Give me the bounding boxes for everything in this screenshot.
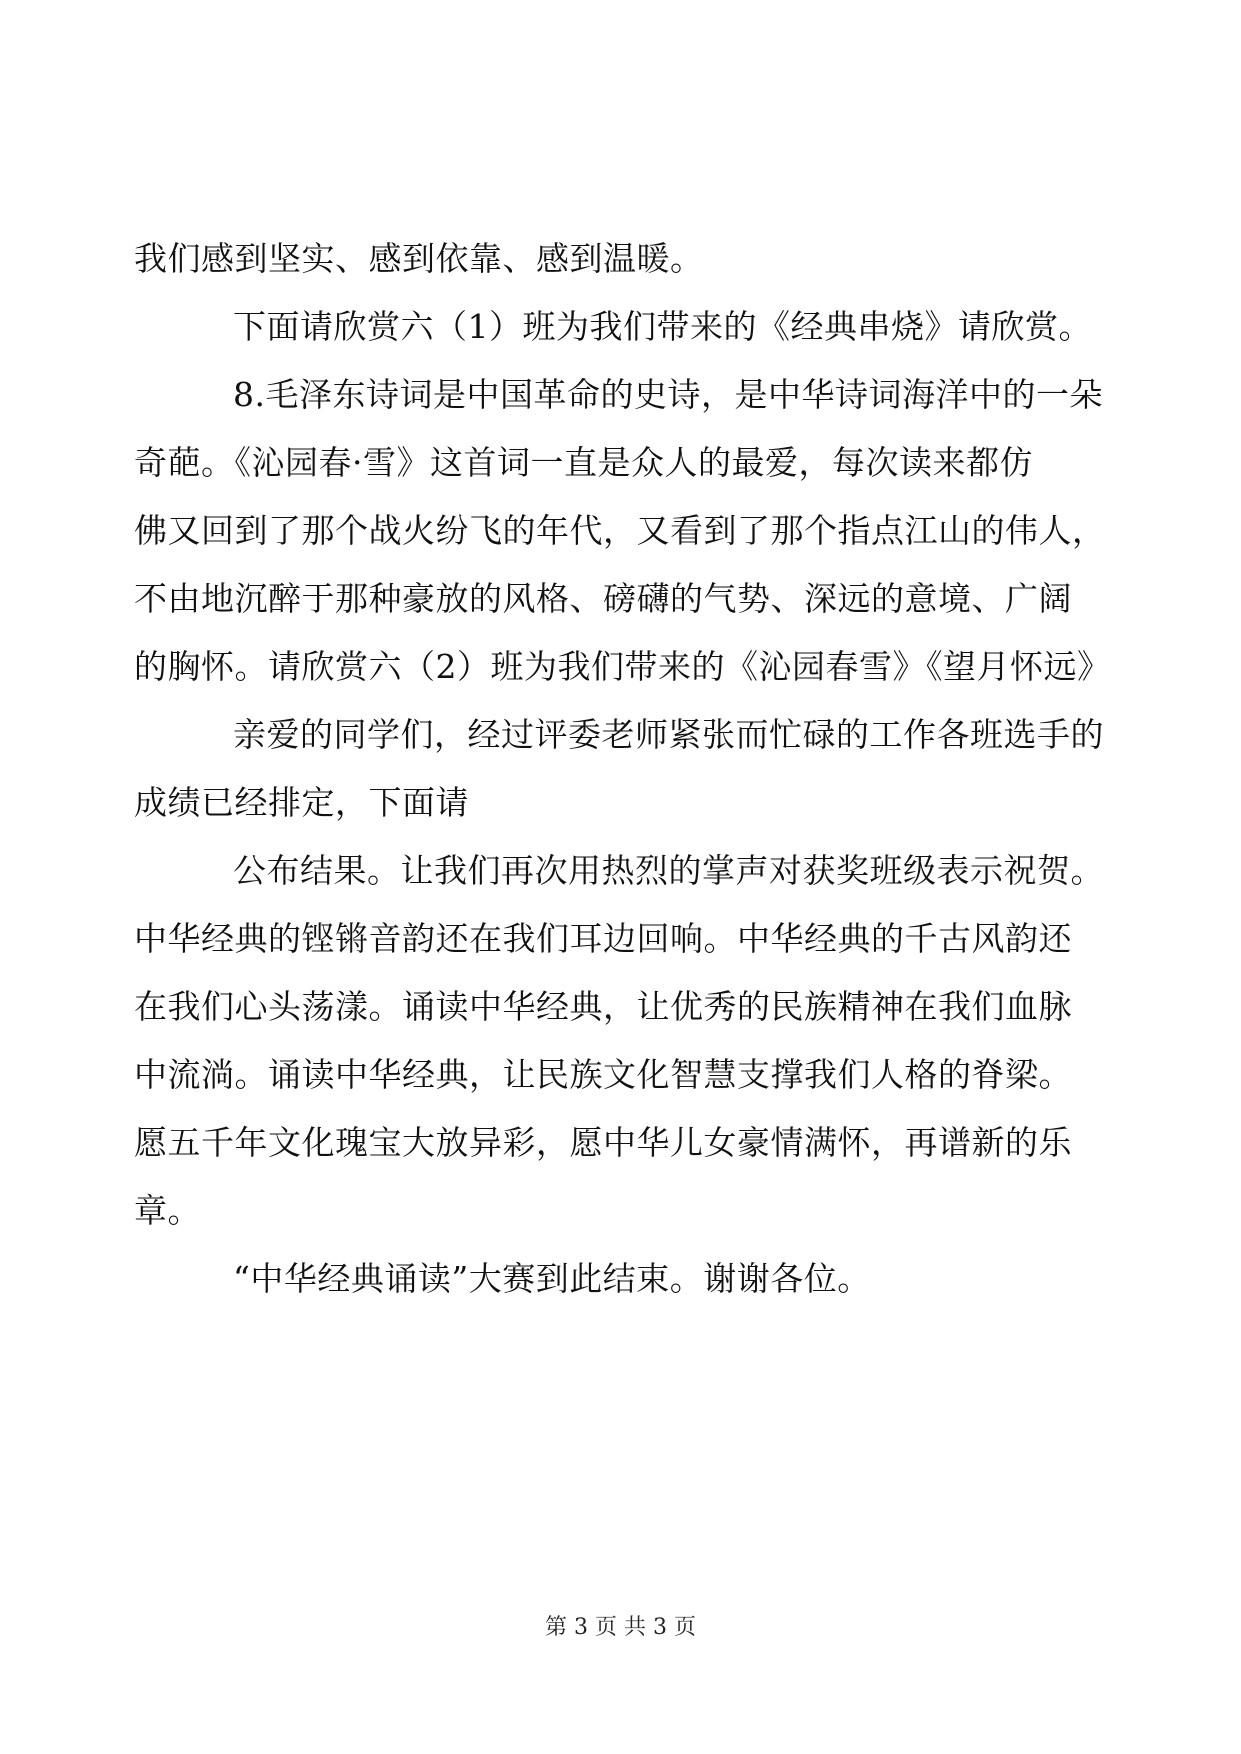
- text-line: 章。: [134, 1191, 201, 1230]
- text-line: 中流淌。诵读中华经典，让民族文化智慧支撑我们人格的脊梁。: [134, 1055, 1072, 1094]
- text-line: 奇葩。《沁园春·雪》这首词一直是众人的最爱，每次读来都仿: [134, 443, 1033, 482]
- text-line: 亲爱的同学们，经过评委老师紧张而忙碌的工作各班选手的: [233, 715, 1104, 754]
- text-line: 下面请欣赏六（1）班为我们带来的《经典串烧》请欣赏。: [233, 307, 1092, 346]
- text-line: “中华经典诵读”大赛到此结束。谢谢各位。: [233, 1259, 871, 1298]
- document-body: [134, 225, 1111, 1313]
- text-line: 中华经典的铿锵音韵还在我们耳边回响。中华经典的千古风韵还: [134, 919, 1072, 958]
- text-line: 我们感到坚实、感到依靠、感到温暖。: [134, 239, 704, 278]
- text-line: 8.毛泽东诗词是中国革命的史诗，是中华诗词海洋中的一朵: [233, 375, 1103, 414]
- text-line: 成绩已经排定，下面请: [134, 783, 469, 822]
- text-line: 佛又回到了那个战火纷飞的年代，又看到了那个指点江山的伟人，: [134, 511, 1106, 550]
- text-line: 公布结果。让我们再次用热烈的掌声对获奖班级表示祝贺。: [233, 851, 1104, 890]
- text-line: 在我们心头荡漾。诵读中华经典，让优秀的民族精神在我们血脉: [134, 987, 1072, 1026]
- page-number-footer: 第 3 页 共 3 页: [545, 1615, 696, 1640]
- text-line: 的胸怀。请欣赏六（2）班为我们带来的《沁园春雪》《望月怀远》: [134, 647, 1111, 686]
- text-line: 不由地沉醉于那种豪放的风格、磅礴的气势、深远的意境、广阔: [134, 579, 1072, 618]
- text-line: 愿五千年文化瑰宝大放异彩，愿中华儿女豪情满怀，再谱新的乐: [134, 1123, 1072, 1162]
